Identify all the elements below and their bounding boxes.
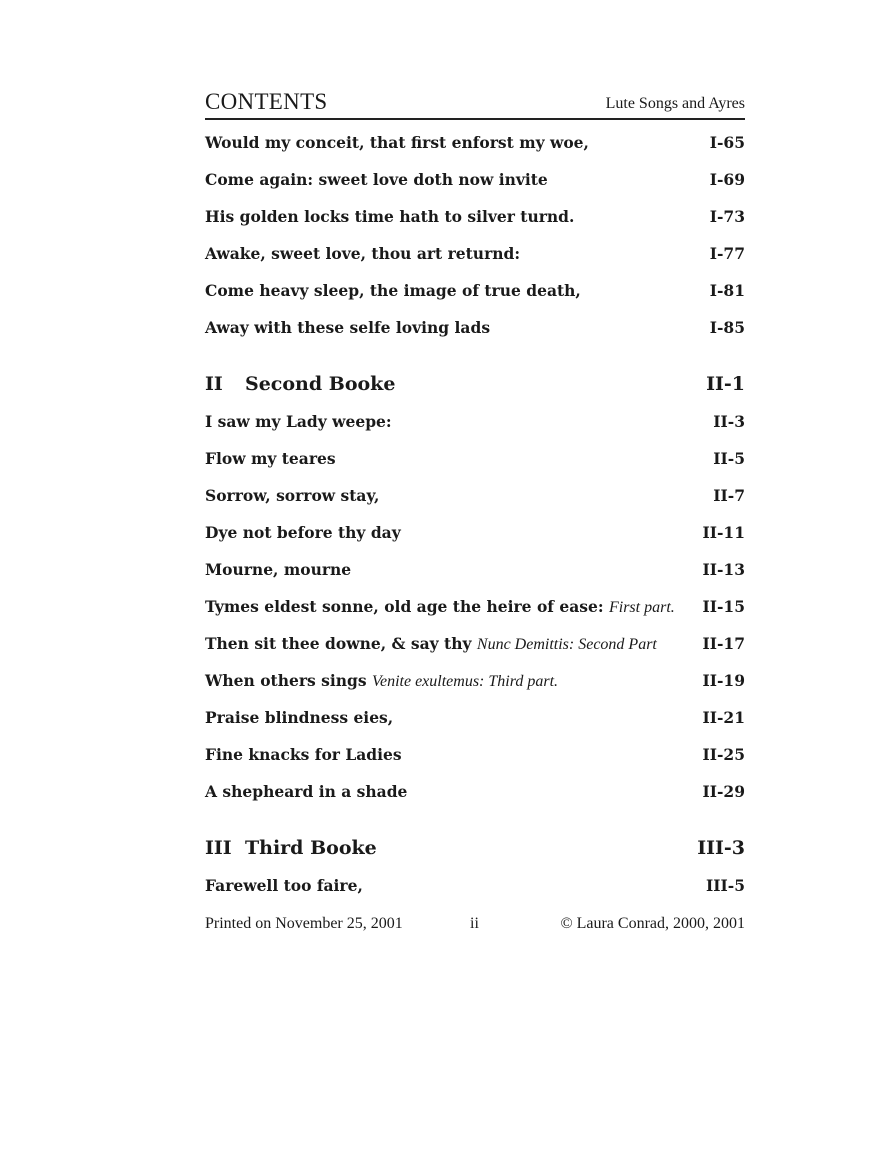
entry-page: II-5 (713, 449, 745, 468)
toc-entry[interactable] (205, 198, 745, 235)
entry-page: II-15 (702, 597, 745, 616)
entry-title: Mourne, mourne (205, 560, 352, 579)
entry-page: II-3 (713, 412, 745, 431)
entry-title: Tymes eldest sonne, old age the heire of ease: (205, 597, 604, 616)
section-heading-third-booke[interactable] (205, 830, 745, 867)
toc-entry[interactable] (205, 440, 745, 477)
toc-entry[interactable] (205, 551, 745, 588)
printed-date: Printed on November 25, 2001 (205, 915, 403, 932)
entry-title: Fine knacks for Ladies (205, 745, 402, 764)
entry-page: I-69 (709, 170, 745, 189)
page-footer (205, 915, 745, 939)
page-title: CONTENTS (205, 89, 328, 114)
toc-entry[interactable] (205, 736, 745, 773)
entry-title: Flow my teares (205, 449, 336, 468)
section-page: II-1 (706, 373, 745, 395)
entry-page: II-19 (702, 671, 745, 690)
entry-page: III-5 (706, 876, 745, 895)
section-number: II (205, 373, 223, 395)
toc-entry[interactable] (205, 588, 745, 625)
entry-note: First part. (608, 599, 675, 616)
entry-page: II-17 (702, 634, 745, 653)
entry-page: II-7 (713, 486, 745, 505)
entry-title: Dye not before thy day (205, 523, 401, 542)
entry-page: II-11 (702, 523, 745, 542)
toc-entry[interactable] (205, 773, 745, 810)
entry-title: Sorrow, sorrow stay, (205, 486, 380, 505)
toc-entry[interactable] (205, 625, 745, 662)
entry-note: Venite exultemus: Third part. (371, 673, 559, 690)
page-number: ii (470, 915, 479, 932)
toc-entry[interactable] (205, 699, 745, 736)
toc-entry[interactable] (205, 161, 745, 198)
entry-page: II-29 (702, 782, 745, 801)
toc-entry[interactable] (205, 867, 745, 904)
section-page: III-3 (697, 837, 745, 859)
entry-page: I-77 (709, 244, 745, 263)
entry-title: I saw my Lady weepe: (205, 412, 392, 431)
entry-title: When others sings (205, 671, 367, 690)
entry-title: Away with these selfe loving lads (205, 318, 491, 337)
section-title: Third Booke (245, 837, 377, 859)
toc-entry[interactable] (205, 403, 745, 440)
entry-title: Farewell too faire, (205, 876, 363, 895)
entry-note: Nunc Demittis: Second Part (476, 636, 657, 653)
entry-title: Awake, sweet love, thou art returnd: (205, 244, 521, 263)
toc-entry[interactable] (205, 514, 745, 551)
copyright-notice: © Laura Conrad, 2000, 2001 (560, 915, 745, 932)
page-header (205, 88, 745, 120)
toc-entry[interactable] (205, 477, 745, 514)
section-heading-second-booke[interactable] (205, 366, 745, 403)
entry-title: Come heavy sleep, the image of true death, (205, 281, 581, 300)
entry-page: II-21 (702, 708, 745, 727)
section-number: III (205, 837, 232, 859)
entry-page: I-73 (709, 207, 745, 226)
entry-title: Come again: sweet love doth now invite (205, 170, 548, 189)
entry-title: His golden locks time hath to silver turnd. (205, 207, 575, 226)
toc-entry[interactable] (205, 235, 745, 272)
running-head: Lute Songs and Ayres (605, 95, 745, 112)
entry-title: Would my conceit, that first enforst my woe, (205, 133, 589, 152)
section-title: Second Booke (245, 373, 396, 395)
entry-title: A shepheard in a shade (205, 782, 408, 801)
toc-entry[interactable] (205, 124, 745, 161)
entry-page: I-85 (709, 318, 745, 337)
entry-page: I-81 (709, 281, 745, 300)
entry-title: Praise blindness eies, (205, 708, 394, 727)
table-of-contents (205, 124, 745, 904)
toc-entry[interactable] (205, 662, 745, 699)
entry-page: II-25 (702, 745, 745, 764)
entry-page: II-13 (702, 560, 745, 579)
toc-entry[interactable] (205, 272, 745, 309)
entry-page: I-65 (709, 133, 745, 152)
entry-title: Then sit thee downe, & say thy (205, 634, 472, 653)
toc-entry[interactable] (205, 309, 745, 346)
